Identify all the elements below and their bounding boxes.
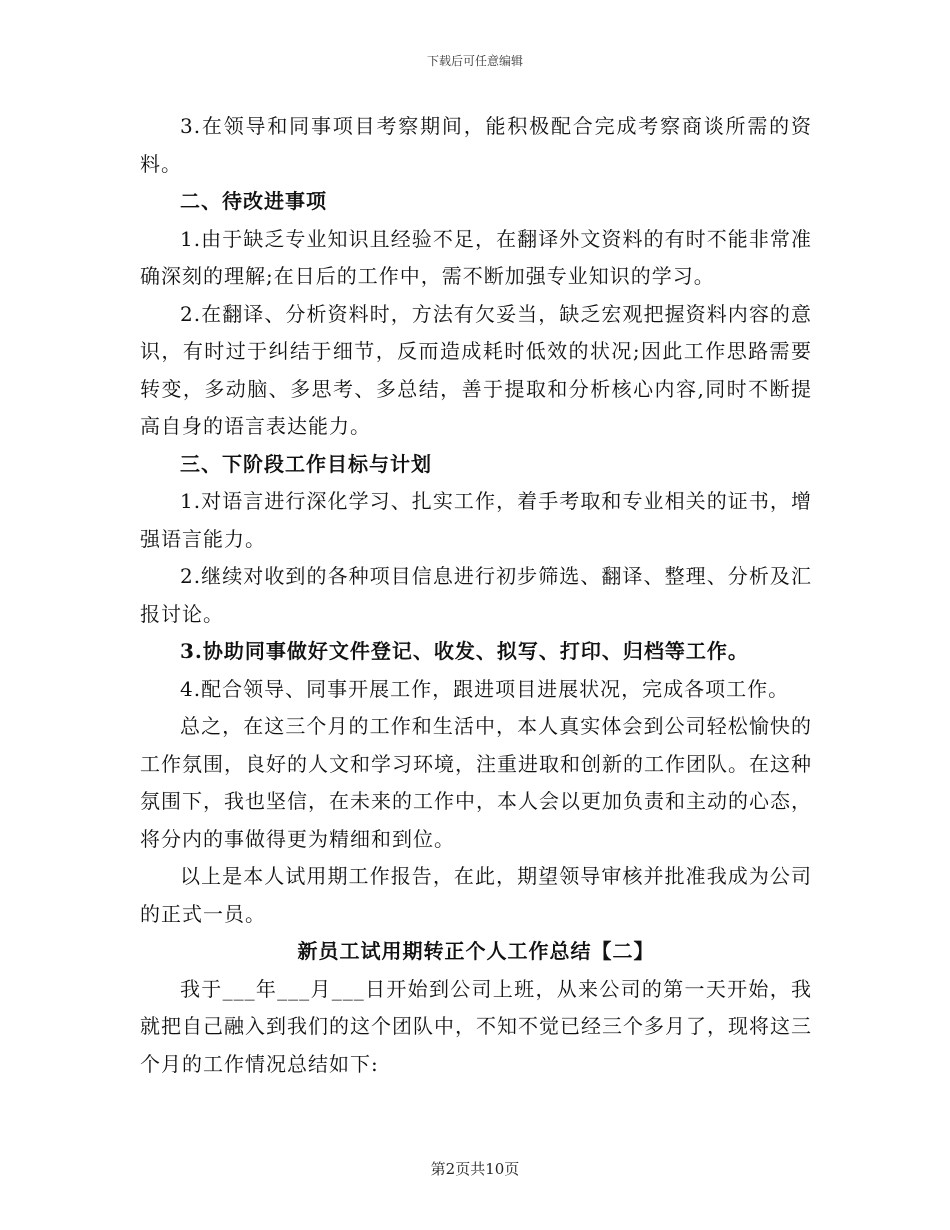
paragraph-conclusion: 总之，在这三个月的工作和生活中，本人真实体会到公司轻松愉快的工作氛围，良好的人文和学习环境，注重进取和创新的工作团队。在这种氛围下，我也坚信，在未来的工作中，本人会以更加负责和主动的心态，将分内的事做得更为精细和到位。: [140, 714, 812, 851]
page-header-note: 下载后可任意编辑: [426, 54, 523, 68]
paragraph-plan-3: 3.协助同事做好文件登记、收发、拟写、打印、归档等工作。: [180, 639, 749, 663]
paragraph-improvement-1: 1.由于缺乏专业知识且经验不足，在翻译外文资料的有时不能非常准确深刻的理解;在日后的工作中，需不断加强专业知识的学习。: [140, 226, 812, 288]
page-number: 第2页共10页: [430, 1160, 520, 1178]
document-body: [140, 108, 812, 1083]
section-heading-improvements: 二、待改进事项: [180, 189, 327, 213]
paragraph-item-3: 3.在领导和同事项目考察期间，能积极配合完成考察商谈所需的资料。: [140, 114, 812, 176]
section-title-two: 新员工试用期转正个人工作总结【二】: [297, 939, 655, 963]
paragraph-improvement-2: 2.在翻译、分析资料时，方法有欠妥当，缺乏宏观把握资料内容的意识，有时过于纠结于细节，反而造成耗时低效的状况;因此工作思路需要转变，多动脑、多思考、多总结，善于提取和分析核心内容,同时不断提高自身的语言表达能力。: [140, 301, 812, 438]
paragraph-plan-2: 2.继续对收到的各种项目信息进行初步筛选、翻译、整理、分析及汇报讨论。: [140, 564, 812, 626]
paragraph-closing: 以上是本人试用期工作报告，在此，期望领导审核并批准我成为公司的正式一员。: [140, 864, 812, 926]
paragraph-plan-4: 4.配合领导、同事开展工作，跟进项目进展状况，完成各项工作。: [180, 676, 790, 701]
section-heading-next-stage: 三、下阶段工作目标与计划: [180, 451, 432, 476]
paragraph-plan-1: 1.对语言进行深化学习、扎实工作，着手考取和专业相关的证书，增强语言能力。: [140, 489, 812, 551]
paragraph-intro-two: 我于___年___月___日开始到公司上班，从来公司的第一天开始，我就把自己融入到我们的这个团队中，不知不觉已经三个多月了，现将这三个月的工作情况总结如下:: [140, 976, 812, 1076]
